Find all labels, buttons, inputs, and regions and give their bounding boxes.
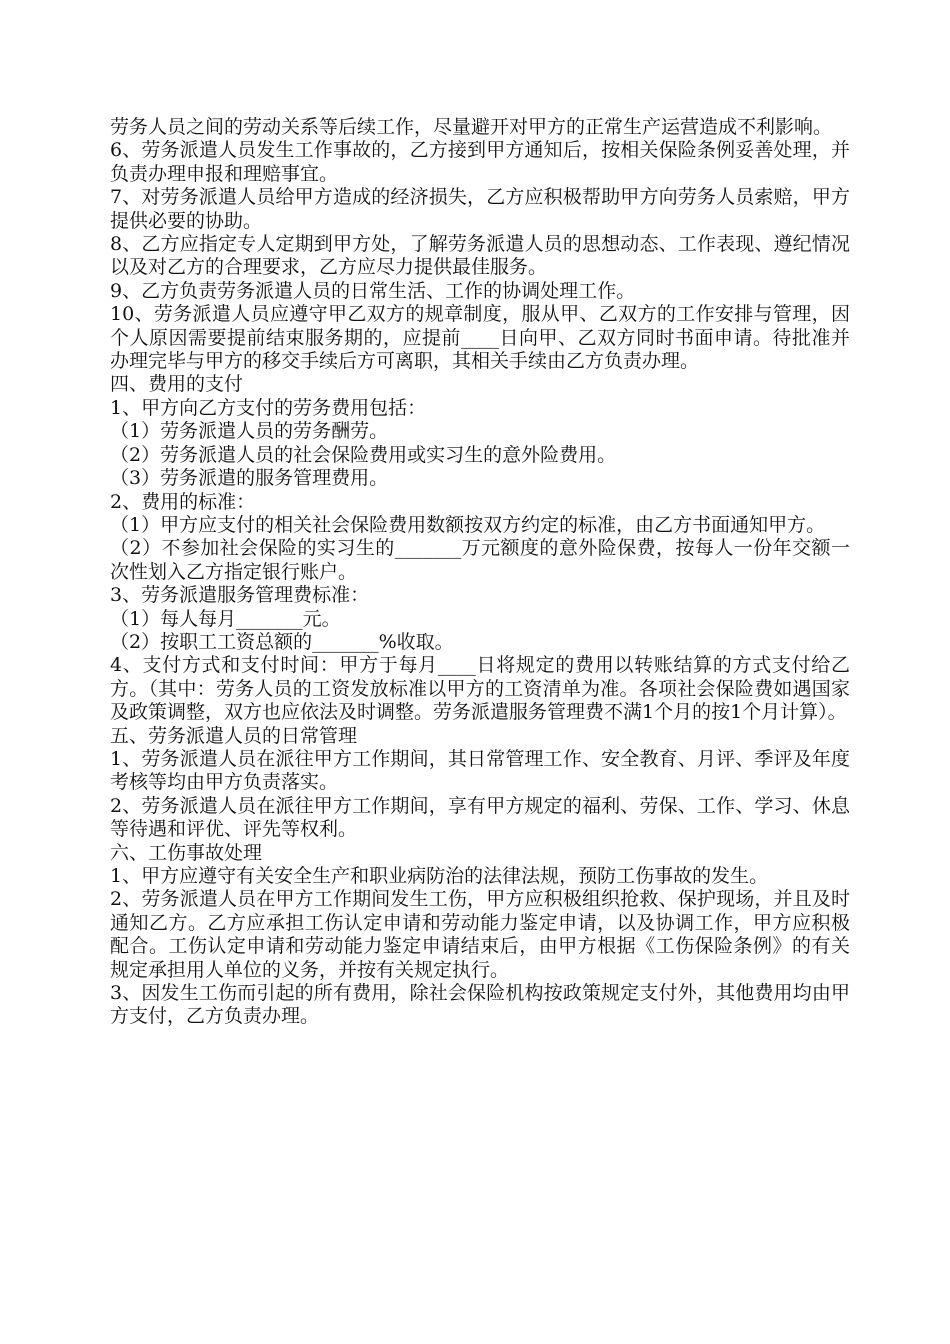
paragraph-injury-1: 1、甲方应遵守有关安全生产和职业病防治的法律法规，预防工伤事故的发生。 [110,865,769,887]
paragraph-fee-2-1: （1）甲方应支付的相关社会保险费用数额按双方约定的标准，由乙方书面通知甲方。 [110,513,826,536]
document-body [110,116,850,1029]
section-heading-6: 六、工伤事故处理 [110,841,263,864]
paragraph-clause-10: 10、劳务派遣人员应遵守甲乙双方的规章制度，服从甲、乙双方的工作安排与管理，因个人原因需要提前结束服务期的，应提前____日向甲、乙双方同时书面申请。待批准并办理完毕与甲方的移交手续后方可离职，其相关手续由乙方负责办理。 [110,303,850,373]
paragraph-fee-2: 2、费用的标准： [110,490,256,513]
paragraph-mgmt-2: 2、劳务派遣人员在派往甲方工作期间，享有甲方规定的福利、劳保、工作、学习、休息等待遇和评优、评先等权利。 [110,794,850,841]
paragraph-fee-1-1: （1）劳务派遣人员的劳务酬劳。 [110,420,389,443]
section-heading-5: 五、劳务派遣人员的日常管理 [110,724,358,747]
paragraph-clause-6: 6、劳务派遣人员发生工作事故的，乙方接到甲方通知后，按相关保险条例妥善处理，并负责办理申报和理赔事宜。 [110,139,850,185]
paragraph-fee-3-1: （1）每人每月_______元。 [110,607,341,630]
paragraph-fee-1-3: （3）劳务派遣的服务管理费用。 [110,467,389,490]
paragraph-clause-7: 7、对劳务派遣人员给甲方造成的经济损失，乙方应积极帮助甲方向劳务人员索赔，甲方提供必要的协助。 [110,186,850,232]
paragraph-clause-8: 8、乙方应指定专人定期到甲方处，了解劳务派遣人员的思想动态、工作表现、遵纪情况以及对乙方的合理要求，乙方应尽力提供最佳服务。 [110,233,850,279]
paragraph-injury-3: 3、因发生工伤而引起的所有费用，除社会保险机构按政策规定支付外，其他费用均由甲方支付，乙方负责办理。 [110,982,850,1028]
section-heading-4: 四、费用的支付 [110,373,244,396]
paragraph-fee-1: 1、甲方向乙方支付的劳务费用包括： [110,396,427,419]
paragraph-fee-2-2: （2）不参加社会保险的实习生的_______万元额度的意外险保费，按每人一份年交额一次性划入乙方指定银行账户。 [110,537,850,583]
paragraph-fee-3: 3、劳务派遣服务管理费标准： [110,584,370,607]
paragraph-fee-4: 4、支付方式和支付时间：甲方于每月____日将规定的费用以转账结算的方式支付给乙方。（其中：劳务人员的工资发放标准以甲方的工资清单为准。各项社会保险费如遇国家及政策调整，双方也应依法及时调整。劳务派遣服务管理费不满1个月的按1个月计算）。 [110,654,850,724]
paragraph-fee-1-2: （2）劳务派遣人员的社会保险费用或实习生的意外险费用。 [110,443,617,466]
paragraph-mgmt-1: 1、劳务派遣人员在派往甲方工作期间，其日常管理工作、安全教育、月评、季评及年度考核等均由甲方负责落实。 [110,747,850,794]
paragraph-injury-2: 2、劳务派遣人员在甲方工作期间发生工伤，甲方应积极组织抢救、保护现场，并且及时通知乙方。乙方应承担工伤认定申请和劳动能力鉴定申请，以及协调工作，甲方应积极配合。工伤认定申请和劳动能力鉴定申请结束后，由甲方根据《工伤保险条例》的有关规定承担用人单位的义务，并按有关规定执行。 [110,888,850,981]
paragraph-clause-9: 9、乙方负责劳务派遣人员的日常生活、工作的协调处理工作。 [110,279,636,302]
paragraph-fee-3-2: （2）按职工工资总额的_______%收取。 [110,630,454,653]
paragraph-continuation: 劳务人员之间的劳动关系等后续工作，尽量避开对甲方的正常生产运营造成不利影响。 [110,116,833,138]
